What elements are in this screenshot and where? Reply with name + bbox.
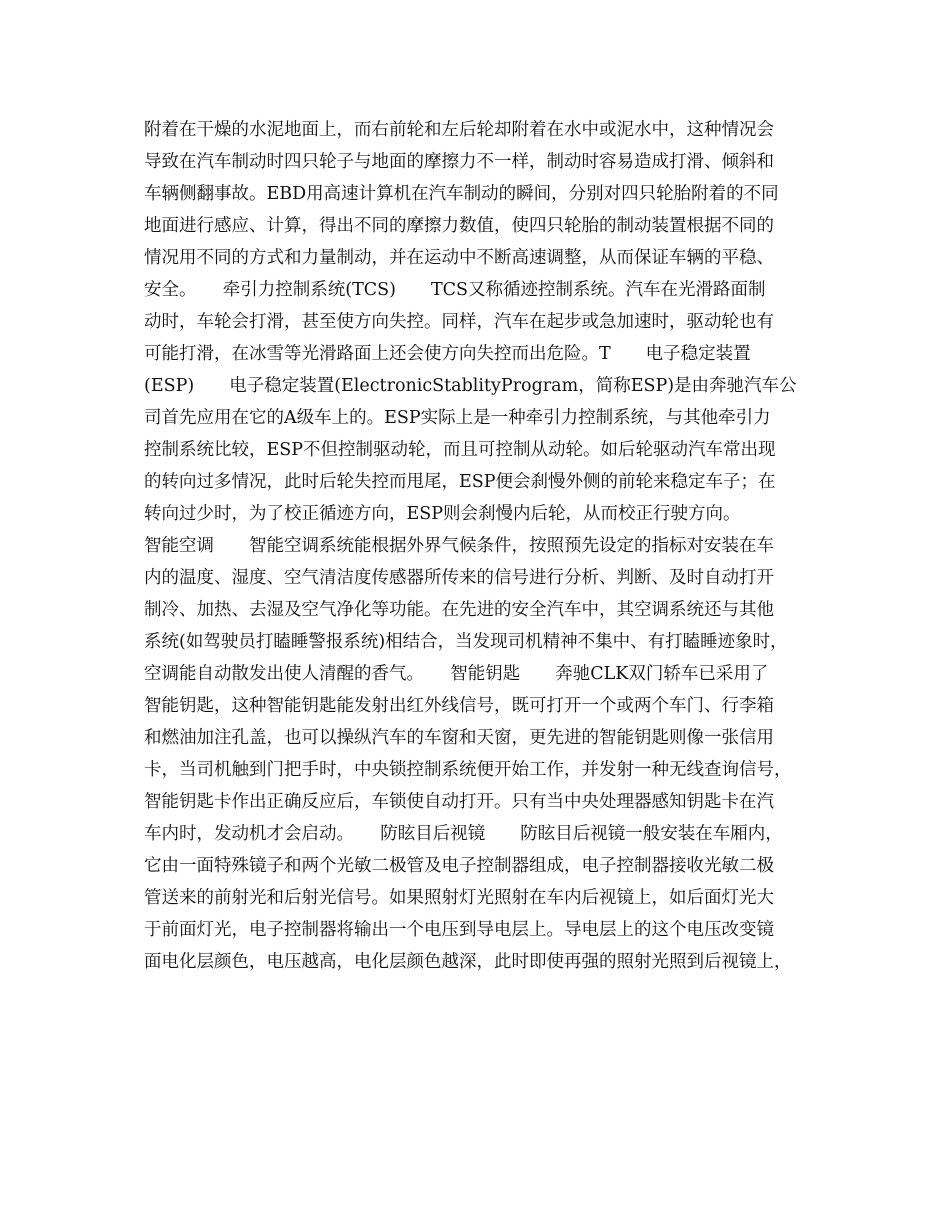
text-line: 导致在汽车制动时四只轮子与地面的摩擦力不一样，制动时容易造成打滑、倾斜和	[144, 152, 774, 172]
text-line: 智能钥匙卡作出正确反应后，车锁使自动打开。只有当中央处理器感知钥匙卡在汽	[144, 792, 774, 812]
text-line: 转向过少时，为了校正循迹方向，ESP则会刹慢内后轮，从而校正行驶方向。	[144, 504, 741, 524]
text-line: 司首先应用在它的A级车上的。ESP实际上是一种牵引力控制系统，与其他牵引力	[144, 408, 771, 428]
text-line: 的转向过多情况，此时后轮失控而甩尾，ESP便会刹慢外侧的前轮来稳定车子；在	[144, 472, 776, 492]
text-line: 可能打滑，在冰雪等光滑路面上还会使方向失控而出危险。T 电子稳定装置	[144, 344, 751, 364]
text-line: 和燃油加注孔盖，也可以操纵汽车的车窗和天窗，更先进的智能钥匙则像一张信用	[144, 728, 774, 748]
text-line: 于前面灯光，电子控制器将输出一个电压到导电层上。导电层上的这个电压改变镜	[144, 920, 774, 940]
text-line: 附着在干燥的水泥地面上，而右前轮和左后轮却附着在水中或泥水中，这种情况会	[144, 120, 774, 140]
text-line: 内的温度、湿度、空气清洁度传感器所传来的信号进行分析、判断、及时自动打开	[144, 568, 774, 588]
text-line: 卡，当司机触到门把手时，中央锁控制系统便开始工作，并发射一种无线查询信号，	[144, 760, 792, 780]
text-line: 空调能自动散发出使人清醒的香气。 智能钥匙 奔驰CLK双门轿车已采用了	[144, 664, 769, 684]
text-line: 车内时，发动机才会启动。 防眩目后视镜 防眩目后视镜一般安装在车厢内，	[144, 824, 783, 844]
text-line: (ESP) 电子稳定装置(ElectronicStablityProgram，简称ESP)是由奔驰汽车公	[144, 376, 797, 396]
text-line: 地面进行感应、计算，得出不同的摩擦力数值，使四只轮胎的制动装置根据不同的	[144, 216, 774, 236]
text-line: 车辆侧翻事故。EBD用高速计算机在汽车制动的瞬间，分别对四只轮胎附着的不同	[144, 184, 779, 204]
text-line: 安全。 牵引力控制系统(TCS) TCS又称循迹控制系统。汽车在光滑路面制	[144, 280, 766, 300]
text-line: 面电化层颜色，电压越高，电化层颜色越深，此时即使再强的照射光照到后视镜上，	[144, 952, 792, 972]
body-text	[144, 114, 834, 978]
text-line: 智能钥匙，这种智能钥匙能发射出红外线信号，既可打开一个或两个车门、行李箱	[144, 696, 774, 716]
text-line: 它由一面特殊镜子和两个光敏二极管及电子控制器组成，电子控制器接收光敏二极	[144, 856, 774, 876]
text-line: 动时，车轮会打滑，甚至使方向失控。同样，汽车在起步或急加速时，驱动轮也有	[144, 312, 774, 332]
text-line: 智能空调 智能空调系统能根据外界气候条件，按照预先设定的指标对安装在车	[144, 536, 774, 556]
text-line: 制冷、加热、去湿及空气净化等功能。在先进的安全汽车中，其空调系统还与其他	[144, 600, 774, 620]
text-line: 管送来的前射光和后射光信号。如果照射灯光照射在车内后视镜上，如后面灯光大	[144, 888, 774, 908]
text-line: 系统(如驾驶员打瞌睡警报系统)相结合，当发现司机精神不集中、有打瞌睡迹象时，	[144, 632, 788, 652]
text-line: 控制系统比较，ESP不但控制驱动轮，而且可控制从动轮。如后轮驱动汽车常出现	[144, 440, 776, 460]
text-line: 情况用不同的方式和力量制动，并在运动中不断高速调整，从而保证车辆的平稳、	[144, 248, 774, 268]
